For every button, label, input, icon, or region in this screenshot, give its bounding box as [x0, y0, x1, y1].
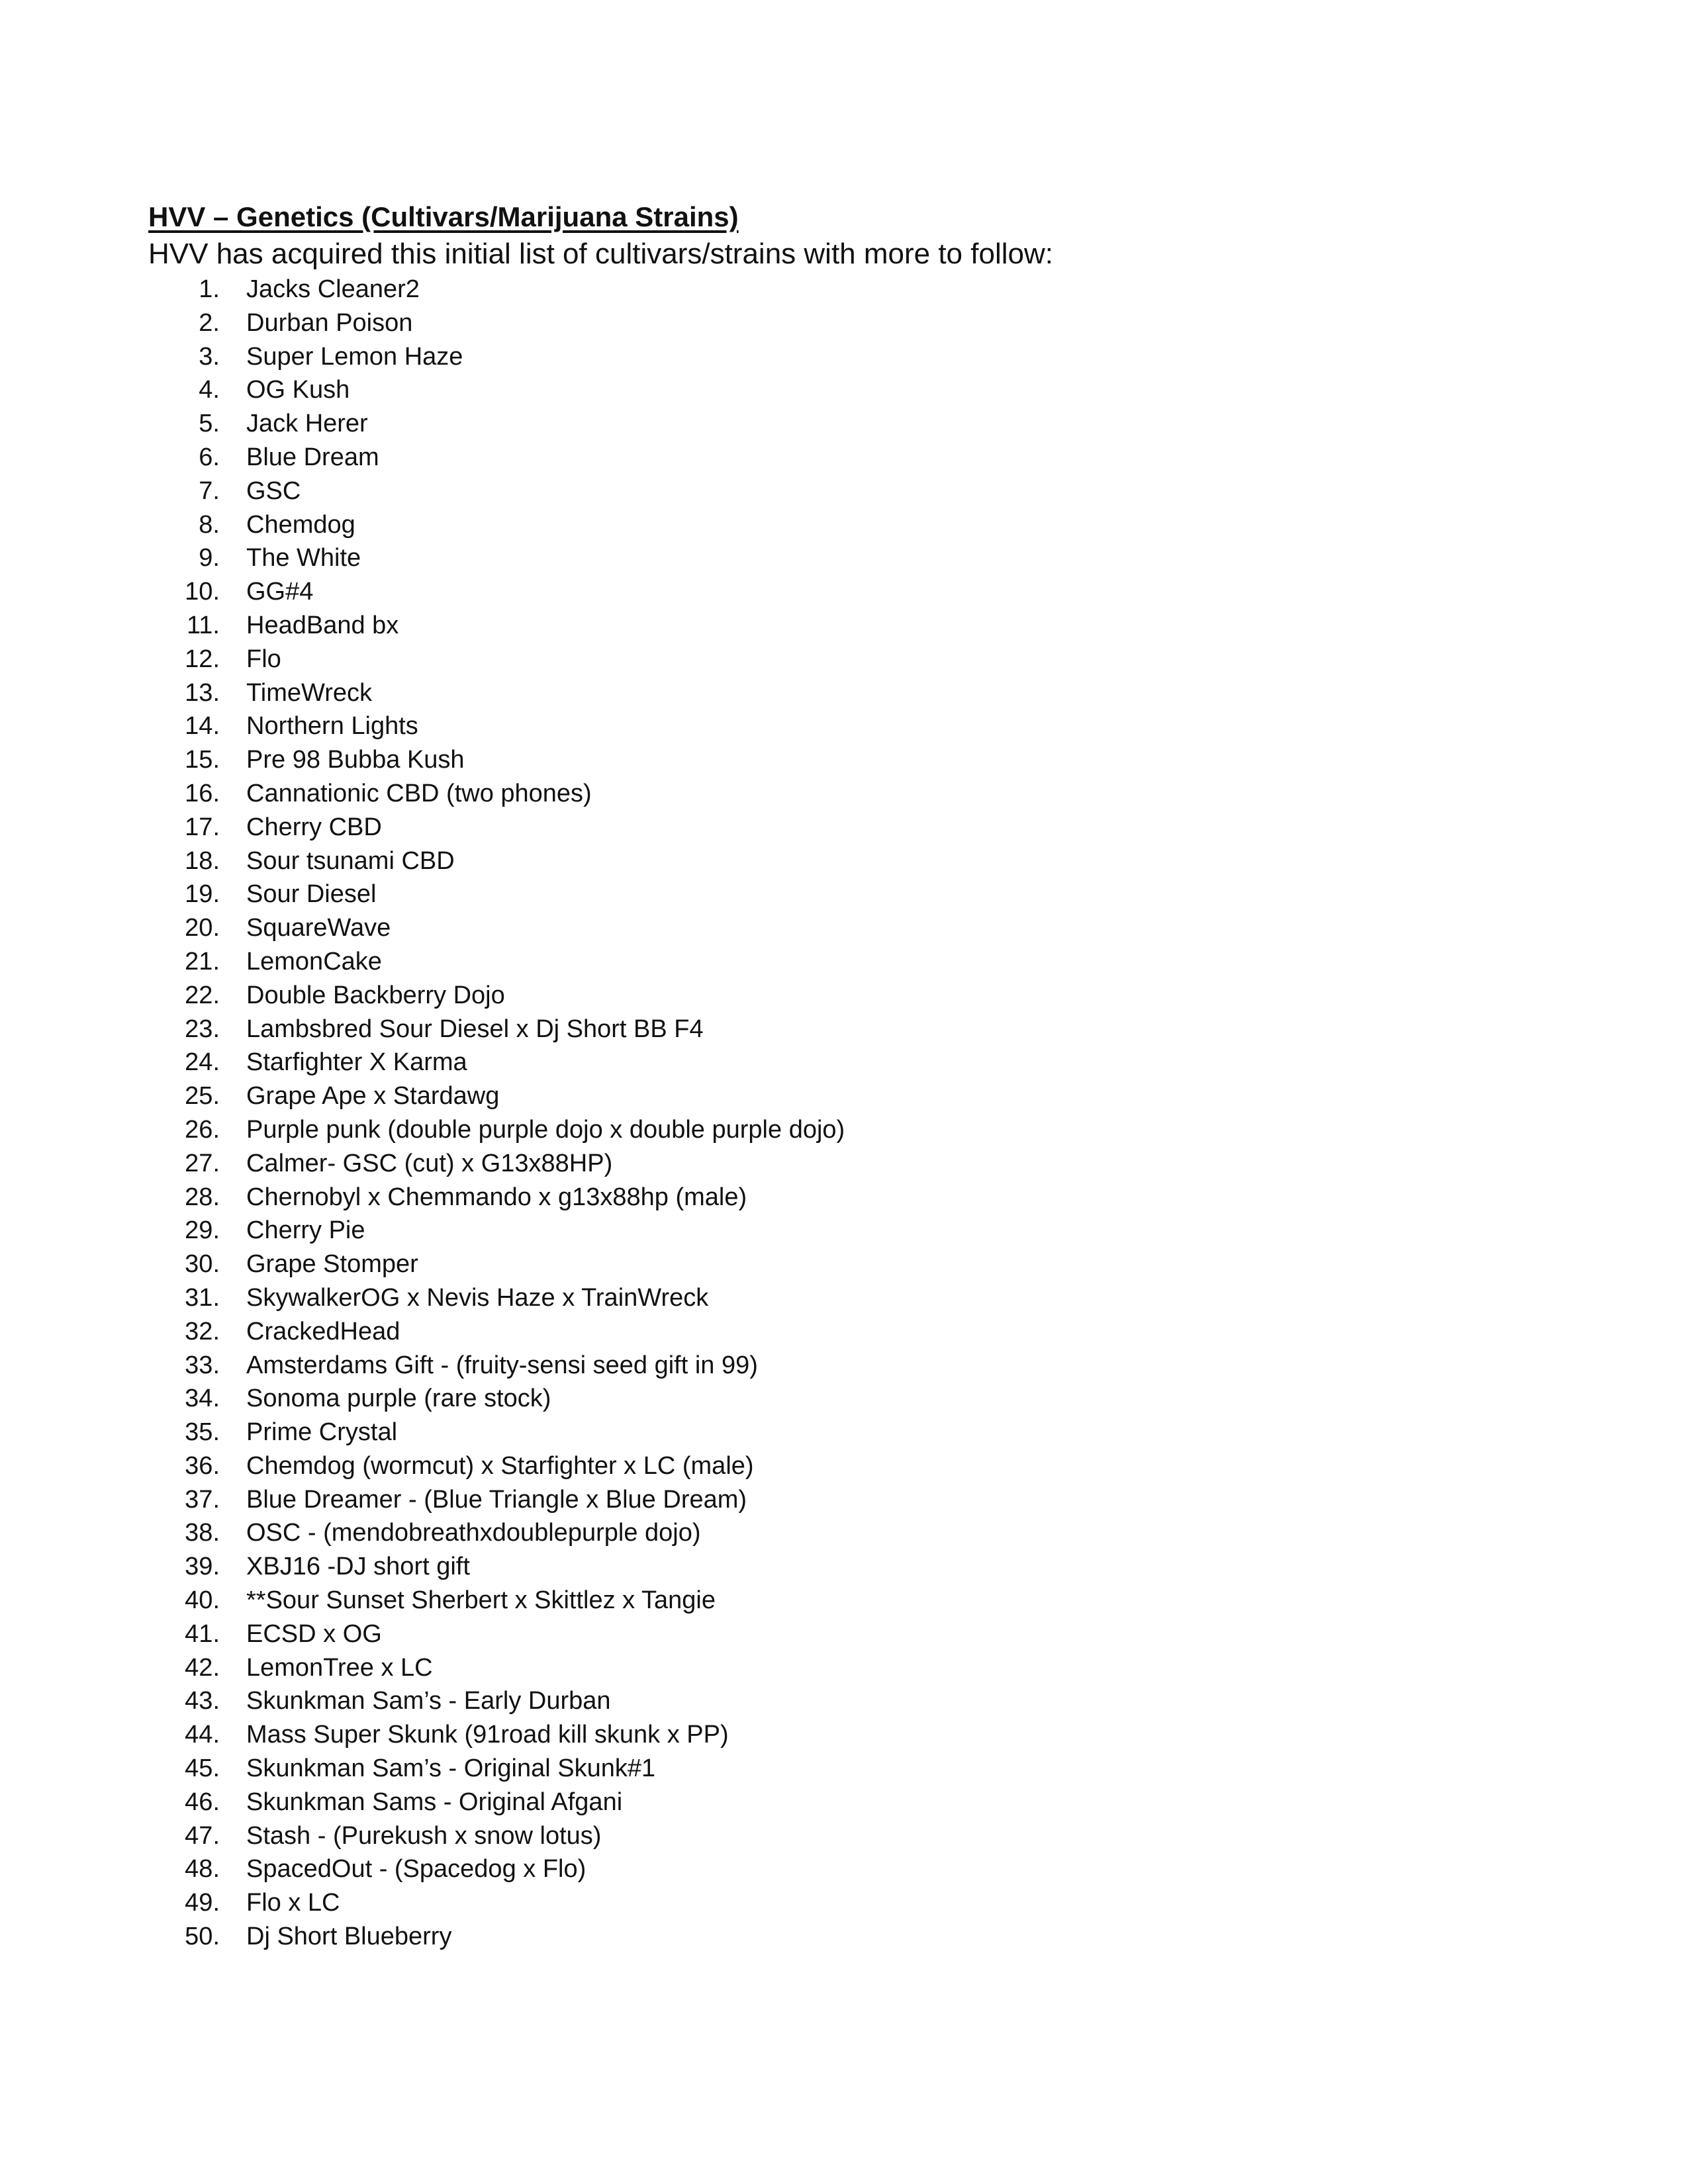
list-item-number: 19.	[185, 880, 220, 909]
list-item-label: **Sour Sunset Sherbert x Skittlez x Tangie	[246, 1586, 716, 1615]
list-item-number: 7.	[199, 477, 220, 505]
list-item-number: 18.	[185, 846, 220, 875]
list-item-label: Cherry Pie	[246, 1216, 365, 1245]
list-item-label: Pre 98 Bubba Kush	[246, 746, 465, 774]
list-item-number: 27.	[185, 1149, 220, 1177]
list-item-label: Double Backberry Dojo	[246, 981, 505, 1009]
list-item-label: GSC	[246, 477, 301, 505]
intro-paragraph: HVV has acquired this initial list of cultivars/strains with more to follow:	[148, 238, 1053, 270]
list-item-label: Calmer- GSC (cut) x G13x88HP)	[246, 1149, 613, 1177]
list-item-label: Skunkman Sam’s - Early Durban	[246, 1687, 611, 1715]
list-item-label: Sour Diesel	[246, 880, 377, 909]
list-item-label: OSC - (mendobreathxdoublepurple dojo)	[246, 1519, 701, 1547]
list-item-number: 2.	[199, 308, 220, 337]
list-item-label: Sour tsunami CBD	[246, 846, 455, 875]
list-item-number: 50.	[185, 1923, 220, 1951]
list-item-number: 44.	[185, 1721, 220, 1749]
list-item-label: Lambsbred Sour Diesel x Dj Short BB F4	[246, 1015, 704, 1043]
list-item-label: Super Lemon Haze	[246, 342, 463, 371]
list-item-number: 1.	[199, 275, 220, 303]
list-item-label: SquareWave	[246, 914, 391, 942]
list-item-number: 41.	[185, 1619, 220, 1648]
list-item-label: TimeWreck	[246, 678, 372, 707]
list-item-label: Cherry CBD	[246, 813, 382, 841]
list-item-number: 17.	[185, 813, 220, 841]
list-item-label: ECSD x OG	[246, 1619, 382, 1648]
list-item-label: Starfighter X Karma	[246, 1048, 467, 1077]
list-item-label: LemonCake	[246, 947, 382, 976]
list-item-number: 22.	[185, 981, 220, 1009]
list-item-label: Amsterdams Gift - (fruity-sensi seed gift in 99)	[246, 1351, 758, 1379]
list-item-label: Flo	[246, 645, 281, 673]
list-item-number: 38.	[185, 1519, 220, 1547]
list-item-number: 45.	[185, 1754, 220, 1783]
list-item-label: Sonoma purple (rare stock)	[246, 1385, 551, 1413]
list-item-number: 26.	[185, 1115, 220, 1144]
list-item-number: 12.	[185, 645, 220, 673]
list-item-label: HeadBand bx	[246, 611, 399, 639]
list-item-number: 4.	[199, 376, 220, 404]
list-item-number: 42.	[185, 1653, 220, 1682]
document-heading: HVV – Genetics (Cultivars/Marijuana Strains)	[148, 201, 739, 232]
list-item-label: Skunkman Sam’s - Original Skunk#1	[246, 1754, 656, 1783]
list-item-number: 11.	[186, 611, 220, 639]
list-item-number: 20.	[185, 914, 220, 942]
list-item-label: CrackedHead	[246, 1317, 400, 1345]
list-item-label: Chernobyl x Chemmando x g13x88hp (male)	[246, 1183, 747, 1211]
list-item-number: 35.	[185, 1418, 220, 1447]
list-item-label: Flo x LC	[246, 1889, 340, 1917]
list-item-number: 30.	[185, 1250, 220, 1279]
list-item-number: 32.	[185, 1317, 220, 1345]
list-item-label: LemonTree x LC	[246, 1653, 433, 1682]
list-item-label: Grape Ape x Stardawg	[246, 1082, 500, 1111]
list-item-number: 46.	[185, 1788, 220, 1816]
list-item-number: 13.	[185, 678, 220, 707]
list-item-number: 15.	[185, 746, 220, 774]
list-item-number: 9.	[199, 544, 220, 572]
list-item-number: 5.	[199, 410, 220, 438]
list-item-number: 8.	[199, 510, 220, 539]
list-item-number: 23.	[185, 1015, 220, 1043]
list-item-number: 21.	[185, 947, 220, 976]
list-item-label: XBJ16 -DJ short gift	[246, 1553, 470, 1581]
list-item-number: 29.	[185, 1216, 220, 1245]
list-item-label: GG#4	[246, 578, 314, 606]
list-item-number: 28.	[185, 1183, 220, 1211]
list-item-label: Chemdog (wormcut) x Starfighter x LC (male)	[246, 1451, 754, 1480]
list-item-number: 3.	[199, 342, 220, 371]
list-item-label: OG Kush	[246, 376, 350, 404]
list-item-number: 34.	[185, 1385, 220, 1413]
list-item-label: Northern Lights	[246, 712, 418, 741]
list-item-number: 36.	[185, 1451, 220, 1480]
list-item-number: 33.	[185, 1351, 220, 1379]
list-item-label: Purple punk (double purple dojo x double purple dojo)	[246, 1115, 845, 1144]
list-item-label: Stash - (Purekush x snow lotus)	[246, 1821, 602, 1850]
list-item-label: The White	[246, 544, 361, 572]
list-item-number: 49.	[185, 1889, 220, 1917]
list-item-label: Prime Crystal	[246, 1418, 398, 1447]
list-item-label: Durban Poison	[246, 308, 413, 337]
list-item-number: 10.	[185, 578, 220, 606]
list-item-label: Cannationic CBD (two phones)	[246, 779, 592, 807]
list-item-number: 47.	[185, 1821, 220, 1850]
list-item-label: Blue Dream	[246, 443, 379, 471]
list-item-number: 37.	[185, 1485, 220, 1514]
list-item-number: 6.	[199, 443, 220, 471]
list-item-number: 24.	[185, 1048, 220, 1077]
list-item-number: 16.	[185, 779, 220, 807]
list-item-label: Blue Dreamer - (Blue Triangle x Blue Dream)	[246, 1485, 747, 1514]
list-item-number: 31.	[185, 1283, 220, 1312]
list-item-number: 40.	[185, 1586, 220, 1615]
list-item-number: 43.	[185, 1687, 220, 1715]
list-item-label: Dj Short Blueberry	[246, 1923, 452, 1951]
list-item-number: 48.	[185, 1855, 220, 1884]
list-item-label: Jacks Cleaner2	[246, 275, 420, 303]
list-item-number: 39.	[185, 1553, 220, 1581]
list-item-number: 14.	[185, 712, 220, 741]
list-item-label: Grape Stomper	[246, 1250, 418, 1279]
list-item-label: Jack Herer	[246, 410, 368, 438]
list-item-label: SkywalkerOG x Nevis Haze x TrainWreck	[246, 1283, 709, 1312]
list-item-label: SpacedOut - (Spacedog x Flo)	[246, 1855, 586, 1884]
list-item-number: 25.	[185, 1082, 220, 1111]
list-item-label: Chemdog	[246, 510, 355, 539]
list-item-label: Mass Super Skunk (91road kill skunk x PP)	[246, 1721, 729, 1749]
list-item-label: Skunkman Sams - Original Afgani	[246, 1788, 623, 1816]
